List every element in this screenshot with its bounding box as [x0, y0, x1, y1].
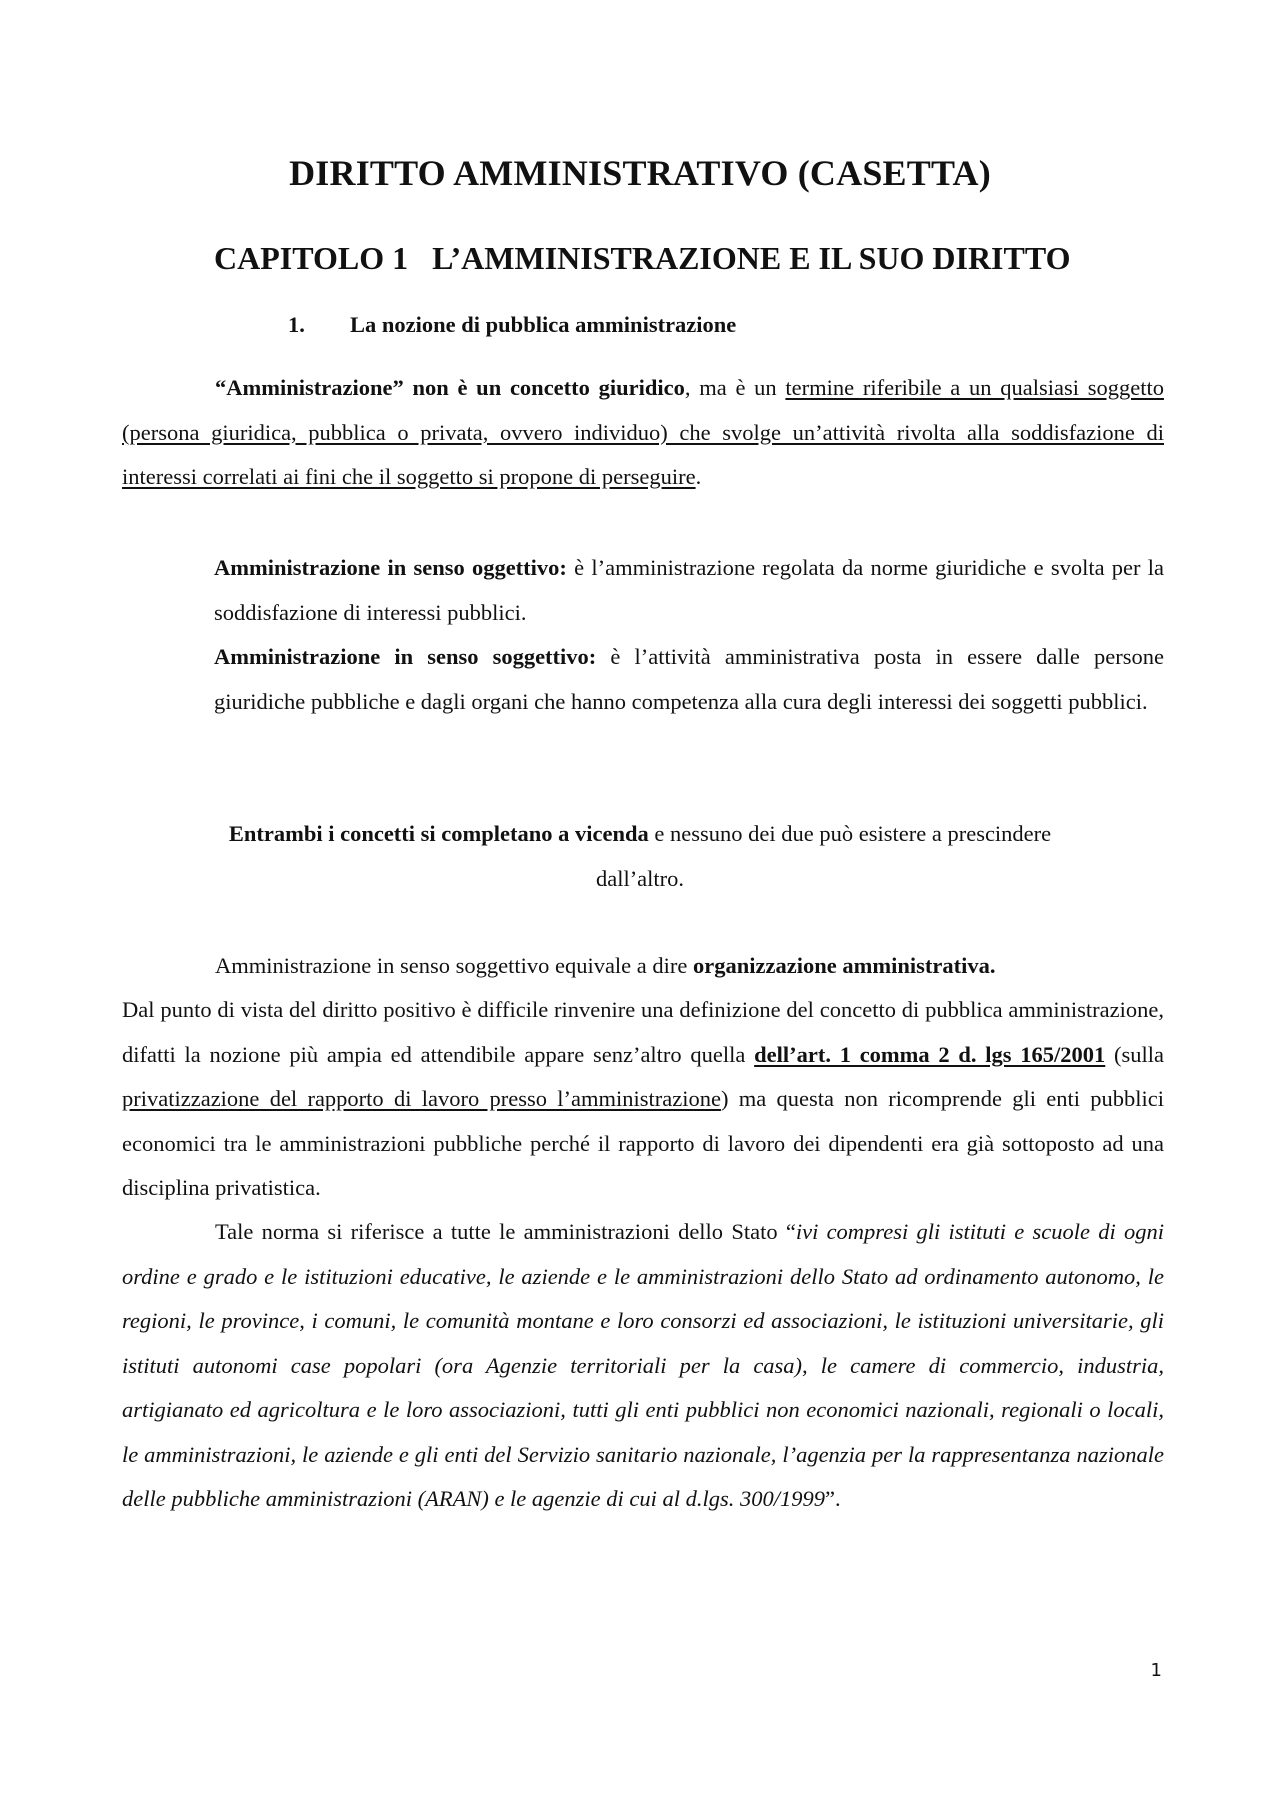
- chapter-heading: [214, 240, 1071, 277]
- centered-statement: [150, 812, 1130, 901]
- italic-quote: ivi compresi gli istituti e scuole di ogni ordine e grado e le istituzioni educative, le aziende e le amministrazioni dello Stato ad ordinamento autonomo, le regioni, le province, i comuni, le comunità montane e loro consorzi ed associazioni, le istituzioni universitarie, gli istituti autonomi case popolari (ora Agenzie territoriali per la casa), le camere di commercio, industria, artigianato ed agricoltura e le loro associazioni, tutti gli enti pubblici non economici nazionali, regionali o locali, le amministrazioni, le aziende e gli enti del Servizio sanitario nazionale, l’agenzia per la rappresentanza nazionale delle pubbliche amministrazioni (ARAN) e le agenzie di cui al d.lgs. 300/1999: [122, 1219, 1165, 1511]
- definition-term: Amministrazione in senso oggettivo:: [214, 555, 567, 580]
- law-reference: dell’art. 1 comma 2 d. lgs 165/2001: [754, 1041, 1106, 1067]
- definition-text: è l’attività amministrativa posta in essere dalle persone giuridiche pubbliche e dagli organi che hanno competenza alla cura degli interessi dei soggetti pubblici.: [214, 644, 1164, 714]
- underlined-phrase: termine riferibile a un qualsiasi soggetto (persona giuridica, pubblica o privata, ovvero individuo) che svolge un’attività rivolta alla soddisfazione di interessi correlati ai fini che il soggetto si propone di perseguire: [122, 375, 1164, 489]
- document-title: DIRITTO AMMINISTRATIVO (CASETTA): [289, 153, 991, 193]
- section-heading: [288, 312, 736, 338]
- text-span: ) ma questa non ricomprende gli enti pubblici economici tra le amministrazioni pubbliche perché il rapporto di lavoro dei dipendenti era già sottoposto ad una disciplina privatistica.: [122, 1086, 1164, 1200]
- text-span: Dal punto di vista del diritto positivo è difficile rinvenire una definizione del concetto di pubblica amministrazione, difatti la nozione più ampia ed attendibile appare senz’altro quella: [122, 997, 1164, 1067]
- underlined-phrase: privatizzazione del rapporto di lavoro presso l’amministrazione: [122, 1086, 721, 1111]
- bold-phrase: “Amministrazione” non è un concetto giuridico: [215, 375, 685, 400]
- text-span: .: [695, 464, 702, 489]
- text-span: ”.: [825, 1486, 841, 1511]
- definition-soggettivo: [214, 635, 1164, 724]
- section-number: 1.: [288, 312, 305, 337]
- paragraph-diritto-positivo: [122, 988, 1164, 1211]
- page-number: 1: [1150, 1660, 1162, 1681]
- definition-oggettivo: [214, 546, 1164, 635]
- paragraph-organizzazione: [122, 944, 1164, 989]
- text-span: , ma è un: [684, 375, 786, 400]
- text-span: dall’altro.: [595, 865, 685, 891]
- chapter-heading-text: CAPITOLO 1 L’AMMINISTRAZIONE E IL SUO DIRITTO: [214, 240, 1071, 276]
- section-title: La nozione di pubblica amministrazione: [350, 312, 737, 337]
- text-span: e nessuno dei due può esistere a prescindere: [648, 821, 1052, 846]
- paragraph-norma: [122, 1210, 1164, 1522]
- paragraph-definition-amministrazione: [122, 366, 1164, 500]
- bold-phrase: organizzazione amministrativa.: [693, 953, 996, 978]
- text-span: Amministrazione in senso soggettivo equivale a dire: [215, 953, 694, 978]
- text-span: (sulla: [1105, 1041, 1164, 1067]
- text-span: Tale norma si riferisce a tutte le amministrazioni dello Stato “: [215, 1219, 796, 1244]
- definition-term: Amministrazione in senso soggettivo:: [214, 644, 597, 669]
- definition-text: è l’amministrazione regolata da norme giuridiche e svolta per la soddisfazione di interessi pubblici.: [214, 555, 1165, 625]
- bold-phrase: Entrambi i concetti si completano a vicenda: [228, 821, 649, 846]
